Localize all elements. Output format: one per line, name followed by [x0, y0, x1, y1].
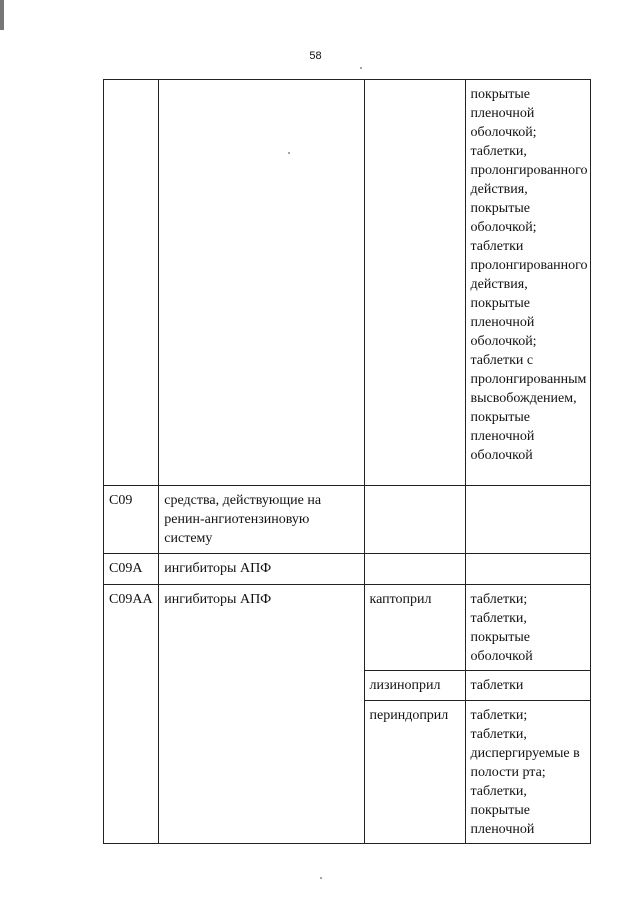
- drug-cell: каптоприл: [364, 585, 465, 671]
- atc-code-cell: C09AA: [104, 585, 159, 844]
- table-row-c09: [104, 486, 591, 554]
- table-row-c09a: [104, 554, 591, 585]
- drug-cell: периндоприл: [364, 701, 465, 844]
- atc-code-cell: C09A: [104, 554, 159, 585]
- dosage-form-cell: покрытые пленочной оболочкой; таблетки, пролонгированного действия, покрытые оболочкой; таблетки пролонгированного действия, покрытые пленочной оболочкой; таблетки с пролонгированным высвобождением, покрытые пленочной оболочкой: [465, 80, 591, 486]
- dosage-form-cell: таблетки; таблетки, диспергируемые в полости рта; таблетки, покрытые пленочной: [465, 701, 591, 844]
- page-number: 58: [309, 50, 322, 62]
- atc-code-cell: C09: [104, 486, 159, 554]
- drug-cell: [364, 80, 465, 486]
- dosage-form-cell: [465, 554, 591, 585]
- group-cell: ингибиторы АПФ: [159, 585, 364, 844]
- table-row-c09aa-captopril: [104, 585, 591, 671]
- drug-cell: лизиноприл: [364, 671, 465, 701]
- dosage-form-cell: таблетки; таблетки, покрытые оболочкой: [465, 585, 591, 671]
- drug-cell: [364, 486, 465, 554]
- medication-table: [103, 79, 591, 844]
- scan-speck: [320, 877, 322, 879]
- group-cell: средства, действующие на ренин-ангиотензиновую систему: [159, 486, 364, 554]
- drug-cell: [364, 554, 465, 585]
- scan-edge-mark: [0, 0, 4, 30]
- table-row-continued: [104, 80, 591, 486]
- group-cell: [159, 80, 364, 486]
- atc-code-cell: [104, 80, 159, 486]
- scan-speck: [288, 152, 290, 154]
- dosage-form-cell: [465, 486, 591, 554]
- scan-speck: [360, 67, 362, 69]
- dosage-form-cell: таблетки: [465, 671, 591, 701]
- group-cell: ингибиторы АПФ: [159, 554, 364, 585]
